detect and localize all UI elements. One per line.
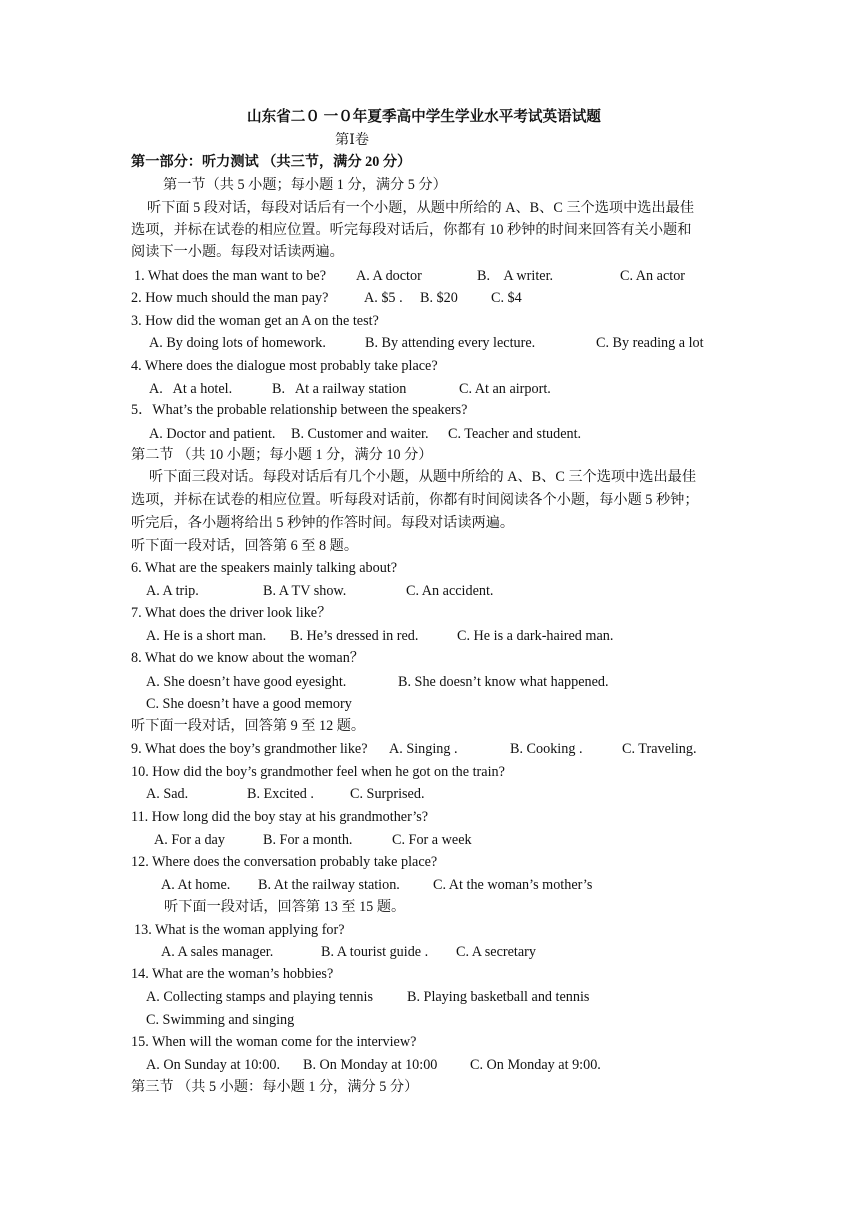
option-a: A. A doctor (356, 268, 422, 284)
option-b: B. She doesn’t know what happened. (398, 674, 609, 690)
question-10-stem: 10. How did the boy’s grandmother feel when he got on the train? (131, 764, 505, 780)
option-b: B. $20 (420, 290, 458, 306)
question-5-stem: 5．What’s the probable relationship between the speakers? (131, 402, 468, 418)
option-c: C. For a week (392, 832, 472, 848)
dialogue-group-2: 听下面一段对话，回答第 9 至 12 题。 (131, 718, 366, 734)
option-b: B. On Monday at 10:00 (303, 1057, 438, 1073)
dialogue-group-1: 听下面一段对话，回答第 6 至 8 题。 (131, 538, 359, 554)
question-stem: 2. How much should the man pay? (131, 290, 329, 306)
option-a: A. A trip. (146, 583, 199, 599)
question-8-stem: 8. What do we know about the woman？ (131, 650, 364, 666)
option-c: C. On Monday at 9:00. (470, 1057, 601, 1073)
option-a: A. For a day (154, 832, 225, 848)
question-14-stem: 14. What are the woman’s hobbies? (131, 966, 334, 982)
exam-title: 山东省二０ 一０年夏季高中学生学业水平考试英语试题 (247, 109, 601, 125)
section1-heading: 第一节（共 5 小题；每小题 1 分，满分 5 分） (163, 177, 447, 193)
option-c: C. At the woman’s mother’s (433, 877, 593, 893)
option-b: B. At a railway station (272, 381, 407, 397)
option-a: A. By doing lots of homework. (149, 335, 326, 351)
question-11-stem: 11. How long did the boy stay at his grandmother’s? (131, 809, 429, 825)
question-3-stem: 3. How did the woman get an A on the test? (131, 313, 379, 329)
section3-heading: 第三节 （共 5 小题：每小题 1 分，满分 5 分） (131, 1079, 419, 1095)
question-14-options (0, 988, 860, 1060)
option-a: A. She doesn’t have good eyesight. (146, 674, 347, 690)
option-a: A. At home. (161, 877, 231, 893)
question-stem: 1. What does the man want to be? (134, 268, 327, 284)
dialogue-group-3: 听下面一段对话，回答第 13 至 15 题。 (164, 899, 406, 915)
question-14-option-c: C. Swimming and singing (146, 1012, 295, 1028)
option-b: B. A writer. (477, 268, 554, 284)
question-stem: 9. What does the boy’s grandmother like? (131, 741, 368, 757)
option-a: A. Sad. (146, 786, 189, 802)
volume-label: 第Ⅰ卷 (335, 132, 369, 148)
option-c: C. An actor (620, 268, 686, 284)
option-a: A. On Sunday at 10:00. (146, 1057, 280, 1073)
option-b: B. For a month. (263, 832, 353, 848)
question-15-options (0, 1056, 860, 1146)
option-b: B. Customer and waiter. (291, 426, 429, 442)
option-a: A. Singing . (389, 741, 458, 757)
option-c: C. He is a dark-haired man. (457, 628, 614, 644)
option-c: C. Teacher and student. (448, 426, 582, 442)
option-c: C. $4 (491, 290, 522, 306)
option-c: C. Traveling. (622, 741, 697, 757)
question-15-stem: 15. When will the woman come for the interview? (131, 1034, 417, 1050)
section1-instruction-line: 听下面 5 段对话，每段对话后有一个小题，从题中所给的 A、B、C 三个选项中选出最佳 (147, 200, 695, 216)
section2-instruction-line: 听完后，各小题将给出 5 秒钟的作答时间。每段对话读两遍。 (131, 515, 515, 531)
option-c: C. Surprised. (350, 786, 425, 802)
option-b: B. A TV show. (263, 583, 347, 599)
option-a: A. He is a short man. (146, 628, 267, 644)
option-b: B. A tourist guide . (321, 944, 429, 960)
option-b: B. Excited . (247, 786, 314, 802)
part1-heading: 第一部分：听力测试 （共三节，满分 20 分） (131, 154, 412, 170)
option-b: B. By attending every lecture. (365, 335, 536, 351)
option-b: B. At the railway station. (258, 877, 400, 893)
option-c: C. A secretary (456, 944, 536, 960)
option-a: A. At a hotel. (149, 381, 233, 397)
option-a: A. A sales manager. (161, 944, 274, 960)
option-a: A. Doctor and patient. (149, 426, 276, 442)
question-7-stem: 7. What does the driver look like？ (131, 605, 332, 621)
question-8-options (0, 673, 860, 745)
section2-instruction-line: 选项，并标在试卷的相应位置。听每段对话前，你都有时间阅读各个小题，每小题 5 秒钟； (131, 492, 699, 508)
question-13-stem: 13. What is the woman applying for? (134, 922, 345, 938)
option-a: A. Collecting stamps and playing tennis (146, 989, 373, 1005)
section1-instruction-line: 选项，并标在试卷的相应位置。听完每段对话后，你都有 10 秒钟的时间来回答有关小题和 (131, 222, 692, 238)
section2-heading: 第二节 （共 10 小题；每小题 1 分，满分 10 分） (131, 447, 433, 463)
option-c: C. An accident. (406, 583, 494, 599)
section1-instruction-line: 阅读下一小题。每段对话读两遍。 (131, 244, 344, 260)
option-a: A. $5 . (364, 290, 403, 306)
option-b: B. Playing basketball and tennis (407, 989, 590, 1005)
question-8-option-c: C. She doesn’t have a good memory (146, 696, 352, 712)
option-b: B. Cooking . (510, 741, 583, 757)
option-b: B. He’s dressed in red. (290, 628, 419, 644)
section2-instruction-line: 听下面三段对话。每段对话后有几个小题，从题中所给的 A、B、C 三个选项中选出最佳 (149, 469, 697, 485)
option-c: C. By reading a lot (596, 335, 704, 351)
option-c: C. At an airport. (459, 381, 551, 397)
question-6-stem: 6. What are the speakers mainly talking about? (131, 560, 398, 576)
question-4-stem: 4. Where does the dialogue most probably take place? (131, 358, 438, 374)
question-12-stem: 12. Where does the conversation probably take place? (131, 854, 438, 870)
